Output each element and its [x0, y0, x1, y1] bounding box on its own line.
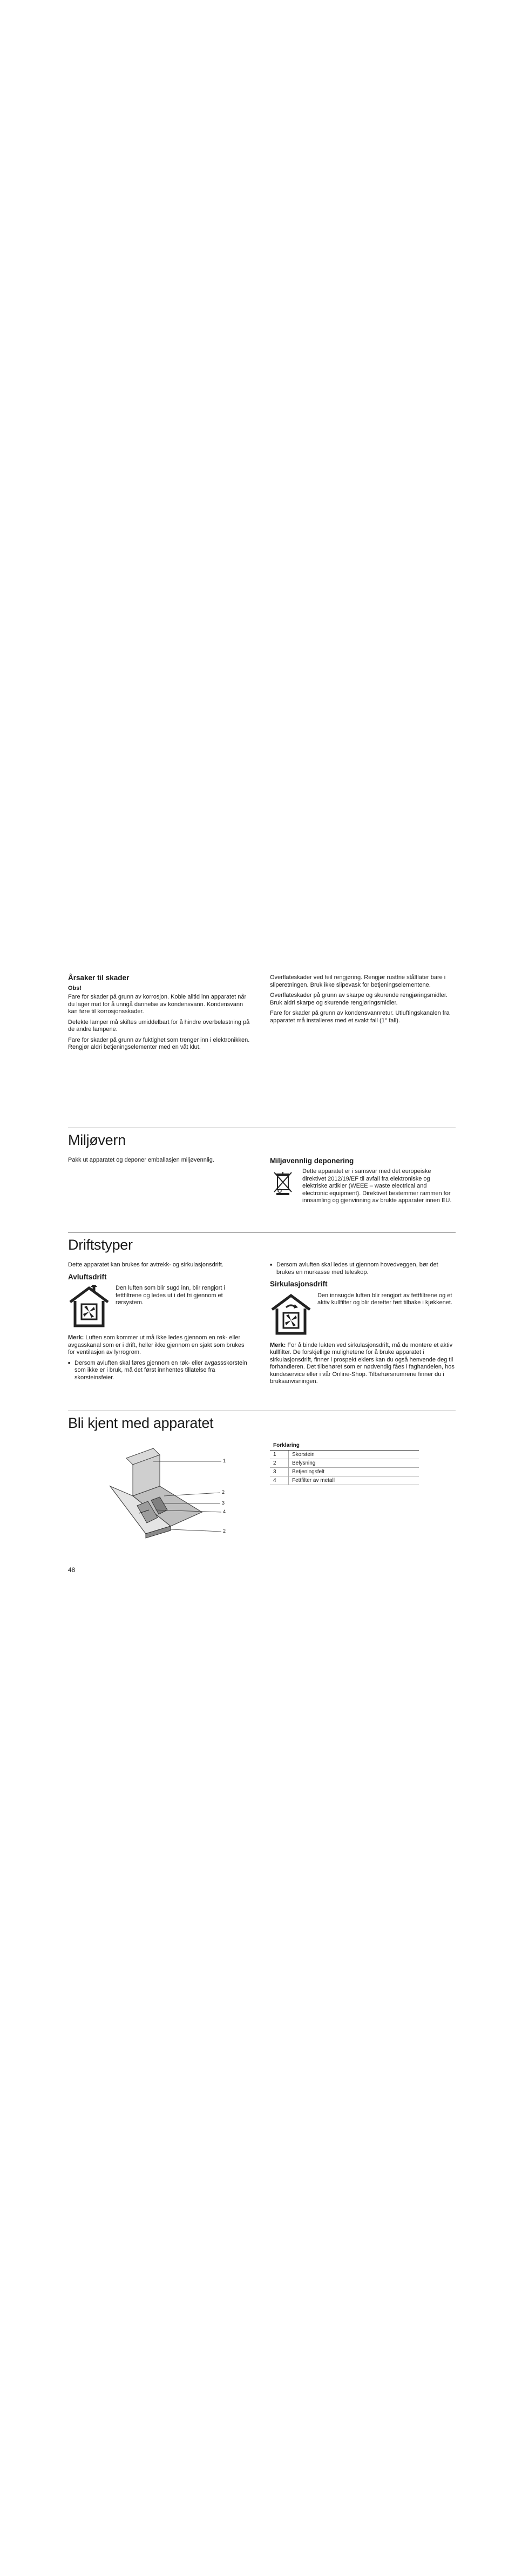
callout-label: 2: [223, 1528, 226, 1534]
callout-label: 4: [223, 1509, 226, 1514]
part-number: 4: [270, 1476, 289, 1485]
causes-heading: Årsaker til skader: [68, 974, 130, 982]
causes-paragraph: Overflateskader på grunn av skarpe og skurende rengjøringsmidler. Bruk aldri skarpe og skurende rengjøringsmidler.: [270, 992, 448, 1006]
table-row: [270, 1476, 419, 1485]
part-number: 3: [270, 1468, 289, 1476]
causes-paragraph: Fare for skader på grunn av fuktighet som trenger inn i elektronikken. Rengjør aldri betjeningselementer med en våt klut.: [68, 1036, 250, 1050]
operation-intro: Dette apparatet kan brukes for avtrekk- og sirkulasjonsdrift.: [68, 1262, 223, 1268]
causes-paragraph: Fare for skader på grunn av korrosjon. Koble alltid inn apparatet når du lager mat for å unngå dannelse av kondensvann. Kondensvann kan føre til korrosjonsskader.: [68, 994, 247, 1015]
callout-label: 2: [222, 1489, 225, 1495]
part-label: Belysning: [289, 1459, 419, 1468]
legend-table: [270, 1441, 419, 1485]
exhaust-heading: Avluftsdrift: [68, 1272, 107, 1281]
cooker-hood-illustration: [99, 1437, 229, 1545]
list-item: ■ Dersom avluften skal ledes ut gjennom hovedveggen, bør det brukes en murkasse med teleskop.: [270, 1262, 456, 1276]
page-number: 48: [68, 1566, 76, 1574]
part-label: Betjeningsfelt: [289, 1468, 419, 1476]
table-row: [270, 1451, 419, 1459]
environment-heading: Miljøvern: [68, 1132, 126, 1148]
exhaust-text: Den luften som blir sugd inn, blir rengjort i fettfiltrene og ledes ut i det fri gjennom et rørsystem.: [116, 1285, 225, 1306]
exhaust-note-text: Luften som kommer ut må ikke ledes gjennom en røk- eller avgasskanal som er i drift, heller ikke gjennom en sjakt som brukes for ventilasjon av lyrrogrom.: [68, 1334, 245, 1356]
part-number: 1: [270, 1451, 289, 1459]
exhaust-note: [68, 1334, 252, 1357]
note-label: Merk:: [270, 1341, 286, 1348]
circulation-heading: Sirkulasjonsdrift: [270, 1280, 328, 1288]
environment-intro: Pakk ut apparatet og deponer emballasjen miljøvennlig.: [68, 1157, 214, 1163]
legend-table-wrapper: [270, 1441, 419, 1485]
exhaust-bullets: [68, 1360, 252, 1382]
exhaust-mode-icon: [68, 1285, 110, 1328]
circulation-mode-icon: [270, 1292, 312, 1336]
operation-left-column: [68, 1262, 252, 1384]
circulation-note: [270, 1342, 456, 1386]
callout-label: 3: [222, 1500, 225, 1506]
weee-bin-icon: [272, 1171, 294, 1196]
list-item: ■ Dersom avluften skal føres gjennom en røk- eller avgassskorstein som ikke er i bruk, må det først innhentes tillatelse fra skorsteinsfeier.: [68, 1360, 252, 1382]
circulation-text: Den innsugde luften blir rengjort av fettfiltrene og et aktiv kullfilter og blir deretter ført tilbake i kjøkkenet.: [317, 1292, 453, 1306]
operation-heading: Driftstyper: [68, 1237, 133, 1253]
callout-label: 1: [223, 1458, 226, 1464]
disposal-text: Dette apparatet er i samsvar med det europeiske direktivet 2012/19/EF til avfall fra elektroniske og elektriske artikler (WEEE – waste electrical and electronic equipment). Direktivet bestemmer rammen for innsamling og gjenvinning av brukte apparater innen EU.: [302, 1168, 452, 1204]
legend-title: Forklaring: [270, 1441, 419, 1451]
part-number: 2: [270, 1459, 289, 1468]
part-label: Skorstein: [289, 1451, 419, 1459]
note-label: Merk:: [68, 1334, 84, 1341]
appliance-heading: Bli kjent med apparatet: [68, 1415, 214, 1431]
exhaust-bullets: [270, 1262, 456, 1276]
circulation-note-text: For å binde lukten ved sirkulasjonsdrift, må du montere et aktiv kullfilter. De forskjellige mulighetene for å bruke apparatet i sirkulasjonsdrift, finner i prospekt eklers kan du også henvende deg til forhandleren. Det tilbehøret som er nødvendig fåes i faghandelen, hos kundeservice eller i vår Online-Shop. Tilbehørsnumrene finner du i bruksanvisningen.: [270, 1341, 455, 1385]
operation-right-column: [270, 1262, 456, 1389]
causes-paragraph: Fare for skader på grunn av kondensvannretur. Utluftingskanalen fra apparatet må installeres med et svakt fall (1° fall).: [270, 1010, 450, 1024]
causes-left-column: [68, 974, 252, 1055]
part-label: Fettfilter av metall: [289, 1476, 419, 1485]
section-divider: [68, 1232, 456, 1233]
causes-paragraph: Overflateskader ved feil rengjøring. Rengjør rustfrie stålflater bare i sliperetningen. Bruk ikke slipevask for betjeningselementene.: [270, 974, 446, 988]
table-row: [270, 1468, 419, 1476]
table-row: [270, 1459, 419, 1468]
disposal-heading: Miljøvennlig deponering: [270, 1157, 354, 1165]
causes-paragraph: Defekte lamper må skiftes umiddelbart for å hindre overbelastning på de andre lampene.: [68, 1019, 250, 1033]
disposal-block: [270, 1157, 456, 1205]
causes-right-column: [270, 974, 456, 1028]
warning-label: Obs!: [68, 984, 82, 992]
